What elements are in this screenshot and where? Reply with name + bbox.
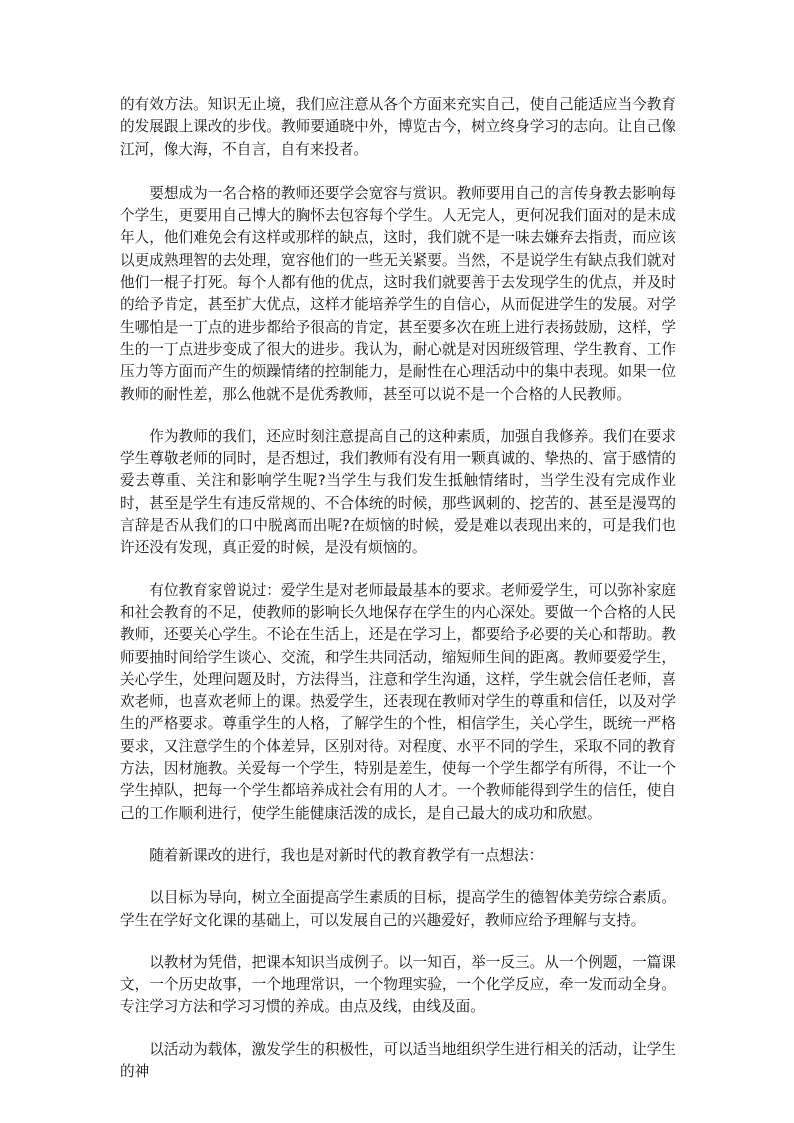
paragraph-continued-learning: 的有效方法。知识无止境，我们应注意从各个方面来充实自己，使自己能适应当今教育的发展跟上课改的步伐。教师要通晓中外，博览古今，树立终身学习的志向。让自己像江河，像大海，不自言，自有来投者。 (120, 96, 676, 158)
paragraph-curriculum-reform-intro: 随着新课改的进行，我也是对新时代的教育教学有一点想法： (149, 846, 544, 864)
document-page (120, 94, 676, 1083)
paragraph-love-students: 有位教育家曾说过：爱学生是对老师最最基本的要求。老师爱学生，可以弥补家庭和社会教育的不足，使教师的影响长久地保存在学生的内心深处。要做一个合格的人民教师，还要关心学生。不论在生活上，还是在学习上，都要给予必要的关心和帮助。教师要抽时间给学生谈心、交流，和学生共同活动，缩短师生间的距离。教师要爱学生，关心学生，处理问题及时，方法得当，注意和学生沟通，这样，学生就会信任老师，喜欢老师，也喜欢老师上的课。热爱学生，还表现在教师对学生的尊重和信任，以及对学生的严格要求。尊重学生的人格，了解学生的个性，相信学生，关心学生，既统一严格要求，又注意学生的个体差异，区别对待。对程度、水平不同的学生，采取不同的教育方法，因材施教。关爱每一个学生，特别是差生，使每一个学生都学有所得，不让一个学生掉队，把每一个学生都培养成社会有用的人才。一个教师能得到学生的信任，使自己的工作顺利进行，使学生能健康活泼的成长，是自己最大的成功和欣慰。 (120, 581, 676, 822)
paragraph-tolerance-appreciation: 要想成为一名合格的教师还要学会宽容与赏识。教师要用自己的言传身教去影响每个学生，更要用自己博大的胸怀去包容每个学生。人无完人，更何况我们面对的是未成年人，他们难免会有这样或那样的缺点，这时，我们就不是一味去嫌弃去指责，而应该以更成熟理智的去处理，宽容他们的一些无关紧要。当然，不是说学生有缺点我们就对他们一棍子打死。每个人都有他的优点，这时我们就要善于去发现学生的优点，并及时的给予肯定，甚至扩大优点，这样才能培养学生的自信心，从而促进学生的发展。对学生哪怕是一丁点的进步都给予很高的肯定，甚至要多次在班上进行表扬鼓励，这样，学生的一丁点进步变成了很大的进步。我认为，耐心就是对因班级管理、学生教育、工作压力等方面而产生的烦躁情绪的控制能力，是耐性在心理活动中的集中表现。如果一位教师的耐性差，那么他就不是优秀教师，甚至可以说不是一个合格的人民教师。 (120, 184, 676, 403)
paragraph-activity-carrier: 以活动为载体，激发学生的积极性，可以适当地组织学生进行相关的活动，让学生的神 (120, 1040, 676, 1080)
paragraph-self-cultivation: 作为教师的我们，还应时刻注意提高自己的这种素质，加强自我修养。我们在要求学生尊敬老师的同时，是否想过，我们教师有没有用一颗真诚的、挚热的、富于感情的爱去尊重、关注和影响学生呢?当学生与我们发生抵触情绪时，当学生没有完成作业时，甚至是学生有违反常规的、不合体统的时候，那些讽刺的、挖苦的、甚至是漫骂的言辞是否从我们的口中脱离而出呢?在烦恼的时候，爱是难以表现出来的，可是我们也许还没有发现，真正爱的时候，是没有烦恼的。 (120, 427, 676, 557)
paragraph-goal-oriented: 以目标为导向，树立全面提高学生素质的目标，提高学生的德智体美劳综合素质。学生在学好文化课的基础上，可以发展自己的兴趣爱好，教师应给予理解与支持。 (120, 889, 676, 929)
paragraph-textbook-based: 以教材为凭借，把课本知识当成例子。以一知百，举一反三。从一个例题，一篇课文，一个历史故事，一个地理常识，一个物理实验，一个化学反应，牵一发而动全身。专注学习方法和学习习惯的养成。由点及线，由线及面。 (120, 953, 676, 1016)
